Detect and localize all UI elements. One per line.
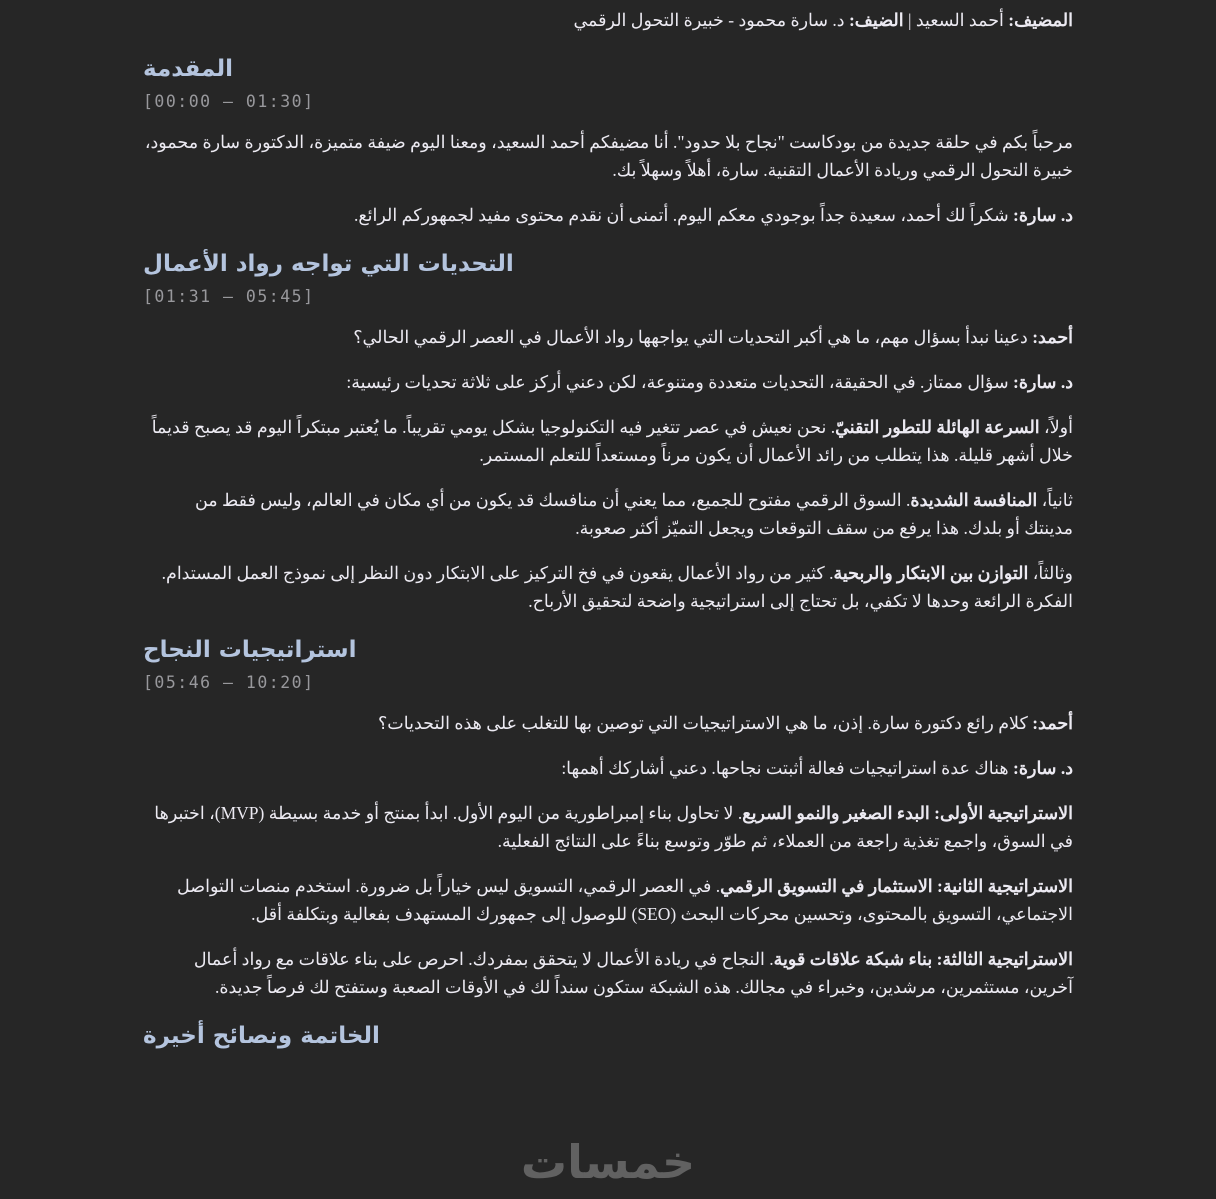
paragraph-bold-segment: الاستراتيجية الثانية: الاستثمار في التسويق الرقمي [720, 876, 1073, 896]
transcript-paragraph [143, 368, 1073, 396]
section-timestamp: [00:00 – 01:30] [143, 92, 315, 111]
transcript-paragraph [143, 754, 1073, 782]
paragraph-bold-segment: الاستراتيجية الثالثة: بناء شبكة علاقات قوية [773, 949, 1073, 969]
paragraph-text-segment: مرحباً بكم في حلقة جديدة من بودكاست "نجاح بلا حدود". أنا مضيفكم أحمد السعيد، ومعنا اليوم ضيفة متميزة، الدكتورة سارة محمود، خبيرة التحول الرقمي وريادة الأعمال التقنية. سارة، أهلاً وسهلاً بك. [144, 132, 1073, 180]
host-guest-line [143, 6, 1073, 34]
transcript-paragraph [143, 128, 1073, 184]
transcript-paragraph [143, 323, 1073, 351]
paragraph-text-segment: وثالثاً، [1028, 563, 1073, 583]
section-timestamp: [05:46 – 10:20] [143, 673, 315, 692]
paragraph-text-segment: شكراً لك أحمد، سعيدة جداً بوجودي معكم اليوم. أتمنى أن نقدم محتوى مفيد لجمهوركم الرائع. [353, 205, 1013, 225]
section-timestamp: [01:31 – 05:45] [143, 287, 315, 306]
section-title: الخاتمة ونصائح أخيرة [143, 1023, 380, 1049]
paragraph-text-segment: . النجاح في ريادة الأعمال لا يتحقق بمفردك. احرص على بناء علاقات مع رواد أعمال آخرين، مستثمرين، مرشدين، وخبراء في مجالك. هذه الشبكة ستكون سنداً لك في الأوقات الصعبة وستفتح لك فرصاً جديدة. [193, 949, 1073, 997]
host-guest-bold-segment: المضيف: [1008, 10, 1073, 30]
paragraph-bold-segment: الاستراتيجية الأولى: البدء الصغير والنمو السريع [742, 803, 1073, 823]
host-guest-bold-segment: الضيف: [848, 10, 904, 30]
paragraph-text-segment: . لا تحاول بناء إمبراطورية من اليوم الأول. ابدأ بمنتج أو خدمة بسيطة (MVP)، اختبرها في السوق، واجمع تغذية راجعة من العملاء، ثم طوّر وتوسع بناءً على النتائج الفعلية. [154, 803, 1073, 851]
paragraph-bold-segment: المنافسة الشديدة [910, 490, 1038, 510]
transcript-paragraph [143, 486, 1073, 542]
paragraph-bold-segment: د. سارة: [1013, 205, 1073, 225]
paragraph-bold-segment: د. سارة: [1013, 758, 1073, 778]
paragraph-bold-segment: د. سارة: [1013, 372, 1073, 392]
section-title: التحديات التي تواجه رواد الأعمال [143, 251, 514, 277]
transcript-paragraph [143, 559, 1073, 615]
transcript-paragraph [143, 201, 1073, 229]
paragraph-text-segment: هناك عدة استراتيجيات فعالة أثبتت نجاحها. دعني أشاركك أهمها: [561, 758, 1013, 778]
document-page [143, 0, 1073, 1051]
section-title: المقدمة [143, 56, 233, 82]
transcript-paragraph [143, 799, 1073, 855]
transcript-paragraph [143, 413, 1073, 469]
paragraph-text-segment: ثانياً، [1037, 490, 1073, 510]
section-title: استراتيجيات النجاح [143, 637, 357, 663]
paragraph-text-segment: سؤال ممتاز. في الحقيقة، التحديات متعددة ومتنوعة، لكن دعني أركز على ثلاثة تحديات رئيسية: [346, 372, 1013, 392]
transcript-paragraph [143, 945, 1073, 1001]
transcript-paragraph [143, 709, 1073, 737]
transcript-sections [143, 54, 1073, 1051]
khamsat-watermark-logo: خمسات [520, 1135, 696, 1189]
paragraph-text-segment: دعينا نبدأ بسؤال مهم، ما هي أكبر التحديات التي يواجهها رواد الأعمال في العصر الرقمي الحالي؟ [353, 327, 1033, 347]
paragraph-text-segment: . نحن نعيش في عصر تتغير فيه التكنولوجيا بشكل يومي تقريباً. ما يُعتبر مبتكراً اليوم قد يصبح قديماً خلال أشهر قليلة. هذا يتطلب من رائد الأعمال أن يكون مرناً ومستعداً للتعلم المستمر. [151, 417, 1073, 465]
paragraph-text-segment: . السوق الرقمي مفتوح للجميع، مما يعني أن منافسك قد يكون من أي مكان في العالم، وليس فقط من مدينتك أو بلدك. هذا يرفع من سقف التوقعات ويجعل التميّز أكثر صعوبة. [194, 490, 1073, 538]
paragraph-bold-segment: السرعة الهائلة للتطور التقنيّ [835, 417, 1040, 437]
paragraph-bold-segment: أحمد: [1032, 327, 1073, 347]
host-guest-text-segment: د. سارة محمود - خبيرة التحول الرقمي [573, 10, 849, 30]
paragraph-bold-segment: أحمد: [1032, 713, 1073, 733]
transcript-paragraph [143, 872, 1073, 928]
paragraph-text-segment: كلام رائع دكتورة سارة. إذن، ما هي الاستراتيجيات التي توصين بها للتغلب على هذه التحديات؟ [378, 713, 1033, 733]
paragraph-text-segment: . في العصر الرقمي، التسويق ليس خياراً بل ضرورة. استخدم منصات التواصل الاجتماعي، التسويق بالمحتوى، وتحسين محركات البحث (SEO) للوصول إلى جمهورك المستهدف بفعالية وبتكلفة أقل. [177, 876, 1073, 924]
paragraph-text-segment: أولاً، [1039, 417, 1073, 437]
paragraph-bold-segment: التوازن بين الابتكار والربحية [833, 563, 1029, 583]
host-guest-text-segment: أحمد السعيد | [903, 10, 1009, 30]
paragraph-text-segment: . كثير من رواد الأعمال يقعون في فخ التركيز على الابتكار دون النظر إلى نموذج العمل المستدام. الفكرة الرائعة وحدها لا تكفي، بل تحتاج إلى استراتيجية واضحة لتحقيق الأرباح. [161, 563, 1073, 611]
